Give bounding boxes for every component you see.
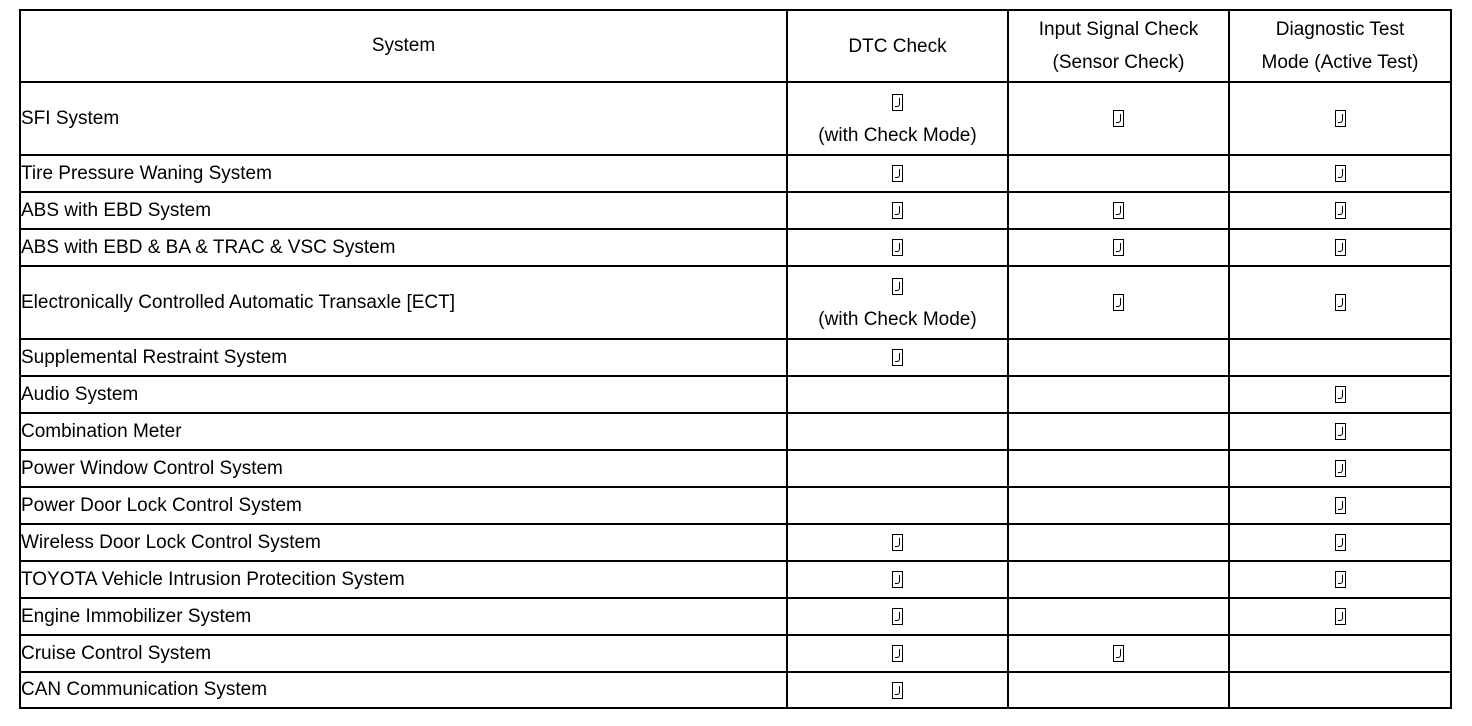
input-signal-check-cell bbox=[1008, 635, 1229, 672]
active-test-cell bbox=[1229, 192, 1451, 229]
dtc-check-cell bbox=[787, 192, 1008, 229]
check-symbol-icon bbox=[892, 202, 903, 219]
system-name-cell: Combination Meter bbox=[20, 413, 787, 450]
system-name-cell: Engine Immobilizer System bbox=[20, 598, 787, 635]
table-row bbox=[20, 266, 1451, 339]
check-symbol-icon bbox=[1335, 608, 1346, 625]
table-row bbox=[20, 155, 1451, 192]
system-name-cell: CAN Communication System bbox=[20, 672, 787, 708]
system-name-cell: ABS with EBD System bbox=[20, 192, 787, 229]
table-row bbox=[20, 229, 1451, 266]
system-name-cell: TOYOTA Vehicle Intrusion Protecition System bbox=[20, 561, 787, 598]
table-row bbox=[20, 524, 1451, 561]
active-test-cell bbox=[1229, 266, 1451, 339]
system-name-cell: Audio System bbox=[20, 376, 787, 413]
check-symbol-icon bbox=[1335, 110, 1346, 127]
system-name-cell: Electronically Controlled Automatic Transaxle [ECT] bbox=[20, 266, 787, 339]
header-diag-line2: Mode (Active Test) bbox=[1261, 52, 1419, 73]
active-test-cell bbox=[1229, 598, 1451, 635]
active-test-cell bbox=[1229, 413, 1451, 450]
check-symbol-icon bbox=[892, 239, 903, 256]
active-test-cell bbox=[1229, 524, 1451, 561]
dtc-check-cell bbox=[787, 82, 1008, 155]
table-row bbox=[20, 487, 1451, 524]
check-symbol-icon bbox=[1113, 294, 1124, 311]
header-input-line2: (Sensor Check) bbox=[1052, 52, 1185, 73]
dtc-check-cell bbox=[787, 524, 1008, 561]
input-signal-check-cell bbox=[1008, 413, 1229, 450]
active-test-cell bbox=[1229, 155, 1451, 192]
table-row bbox=[20, 339, 1451, 376]
check-symbol-icon bbox=[1335, 165, 1346, 182]
dtc-check-cell bbox=[787, 339, 1008, 376]
header-input-signal-check bbox=[1008, 10, 1229, 82]
check-symbol-icon bbox=[1335, 294, 1346, 311]
input-signal-check-cell bbox=[1008, 561, 1229, 598]
table-row bbox=[20, 672, 1451, 708]
dtc-check-cell bbox=[787, 266, 1008, 339]
check-symbol-icon bbox=[892, 349, 903, 366]
input-signal-check-cell bbox=[1008, 155, 1229, 192]
check-symbol-icon bbox=[1335, 202, 1346, 219]
dtc-check-cell bbox=[787, 598, 1008, 635]
input-signal-check-cell bbox=[1008, 229, 1229, 266]
check-symbol-icon bbox=[1335, 497, 1346, 514]
system-name-cell: Supplemental Restraint System bbox=[20, 339, 787, 376]
check-symbol-icon bbox=[1113, 239, 1124, 256]
system-name-cell: Wireless Door Lock Control System bbox=[20, 524, 787, 561]
check-symbol-icon bbox=[892, 278, 903, 295]
input-signal-check-cell bbox=[1008, 192, 1229, 229]
table-row bbox=[20, 413, 1451, 450]
check-symbol-icon bbox=[1113, 645, 1124, 662]
check-symbol-icon bbox=[892, 94, 903, 111]
input-signal-check-cell bbox=[1008, 339, 1229, 376]
active-test-cell bbox=[1229, 229, 1451, 266]
header-row bbox=[20, 10, 1451, 82]
dtc-check-cell bbox=[787, 450, 1008, 487]
system-name-cell: Power Door Lock Control System bbox=[20, 487, 787, 524]
active-test-cell bbox=[1229, 487, 1451, 524]
active-test-cell bbox=[1229, 339, 1451, 376]
check-symbol-icon bbox=[892, 165, 903, 182]
active-test-cell bbox=[1229, 561, 1451, 598]
header-input-line1: Input Signal Check bbox=[1038, 19, 1199, 40]
check-symbol-icon bbox=[1335, 423, 1346, 440]
dtc-check-cell bbox=[787, 229, 1008, 266]
active-test-cell bbox=[1229, 672, 1451, 708]
system-name-cell: Cruise Control System bbox=[20, 635, 787, 672]
table-row bbox=[20, 192, 1451, 229]
system-name-cell: Power Window Control System bbox=[20, 450, 787, 487]
input-signal-check-cell bbox=[1008, 487, 1229, 524]
check-symbol-icon bbox=[1335, 534, 1346, 551]
header-system: System bbox=[20, 10, 787, 82]
dtc-check-cell bbox=[787, 155, 1008, 192]
table-row bbox=[20, 635, 1451, 672]
table-row bbox=[20, 598, 1451, 635]
header-diagnostic-test-mode bbox=[1229, 10, 1451, 82]
check-symbol-icon bbox=[892, 608, 903, 625]
table-row bbox=[20, 561, 1451, 598]
check-symbol-icon bbox=[1335, 571, 1346, 588]
dtc-check-cell bbox=[787, 413, 1008, 450]
check-symbol-icon bbox=[1335, 239, 1346, 256]
active-test-cell bbox=[1229, 376, 1451, 413]
check-symbol-icon bbox=[892, 682, 903, 699]
check-mode-note: (with Check Mode) bbox=[818, 308, 977, 330]
check-symbol-icon bbox=[1335, 386, 1346, 403]
check-symbol-icon bbox=[1113, 110, 1124, 127]
table-body bbox=[20, 82, 1451, 708]
check-mode-note: (with Check Mode) bbox=[818, 124, 977, 146]
dtc-check-cell bbox=[787, 561, 1008, 598]
header-diag-line1: Diagnostic Test bbox=[1275, 19, 1405, 40]
check-symbol-icon bbox=[892, 534, 903, 551]
active-test-cell bbox=[1229, 82, 1451, 155]
input-signal-check-cell bbox=[1008, 266, 1229, 339]
check-symbol-icon bbox=[892, 645, 903, 662]
active-test-cell bbox=[1229, 450, 1451, 487]
dtc-check-cell bbox=[787, 376, 1008, 413]
dtc-check-cell bbox=[787, 487, 1008, 524]
input-signal-check-cell bbox=[1008, 524, 1229, 561]
check-symbol-icon bbox=[1113, 202, 1124, 219]
system-name-cell: Tire Pressure Waning System bbox=[20, 155, 787, 192]
system-name-cell: ABS with EBD & BA & TRAC & VSC System bbox=[20, 229, 787, 266]
check-symbol-icon bbox=[892, 571, 903, 588]
check-symbol-icon bbox=[1335, 460, 1346, 477]
input-signal-check-cell bbox=[1008, 82, 1229, 155]
input-signal-check-cell bbox=[1008, 598, 1229, 635]
input-signal-check-cell bbox=[1008, 376, 1229, 413]
diagnostic-function-table bbox=[19, 9, 1452, 709]
header-dtc-check: DTC Check bbox=[787, 10, 1008, 82]
dtc-check-cell bbox=[787, 635, 1008, 672]
system-name-cell: SFI System bbox=[20, 82, 787, 155]
input-signal-check-cell bbox=[1008, 672, 1229, 708]
table-row bbox=[20, 450, 1451, 487]
table-row bbox=[20, 376, 1451, 413]
table-row bbox=[20, 82, 1451, 155]
active-test-cell bbox=[1229, 635, 1451, 672]
dtc-check-cell bbox=[787, 672, 1008, 708]
input-signal-check-cell bbox=[1008, 450, 1229, 487]
